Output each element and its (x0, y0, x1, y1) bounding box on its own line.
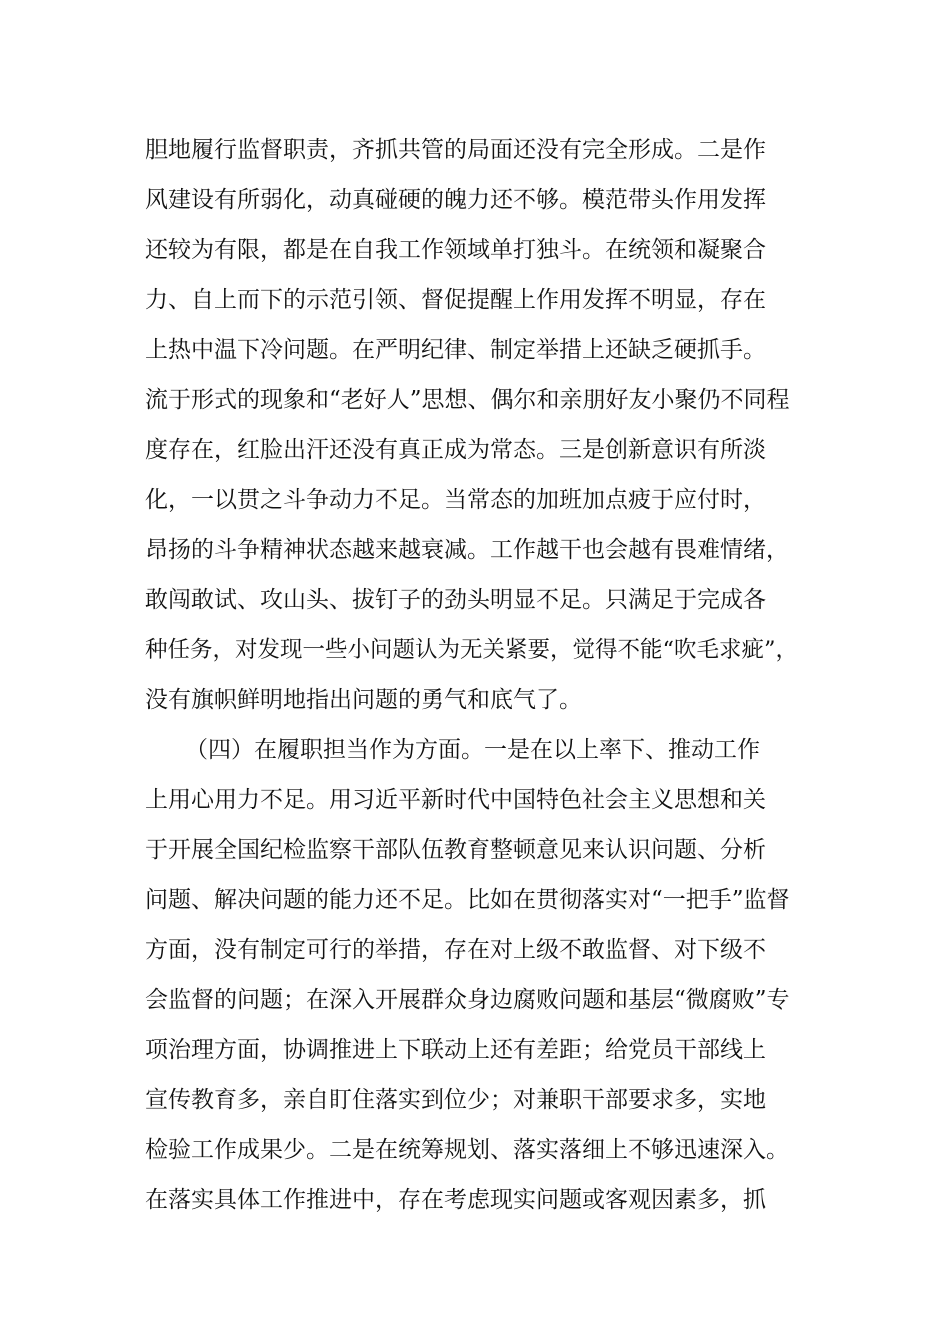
document-body (145, 125, 810, 1225)
text-line: 昂扬的斗争精神状态越来越衰减。工作越干也会越有畏难情绪， (145, 537, 789, 563)
text-line: 宣传教育多，亲自盯住落实到位少；对兼职干部要求多，实地 (145, 1087, 766, 1113)
text-line: 上热中温下冷问题。在严明纪律、制定举措上还缺乏硬抓手。 (145, 337, 766, 363)
text-line: 化，一以贯之斗争动力不足。当常态的加班加点疲于应付时， (145, 487, 766, 513)
text-line: 上用心用力不足。用习近平新时代中国特色社会主义思想和关 (145, 787, 766, 813)
text-line: 风建设有所弱化，动真碰硬的魄力还不够。模范带头作用发挥 (145, 187, 766, 213)
text-line: 度存在，红脸出汗还没有真正成为常态。三是创新意识有所淡 (145, 437, 766, 463)
text-line: 流于形式的现象和“老好人”思想、偶尔和亲朋好友小聚仍不同程 (145, 387, 790, 413)
section-heading-line: （四）在履职担当作为方面。一是在以上率下、推动工作 (185, 737, 760, 763)
text-line: 问题、解决问题的能力还不足。比如在贯彻落实对“一把手”监督 (145, 887, 790, 913)
text-line: 没有旗帜鲜明地指出问题的勇气和底气了。 (145, 687, 582, 713)
text-line: 检验工作成果少。二是在统筹规划、落实落细上不够迅速深入。 (145, 1137, 789, 1163)
text-line: 胆地履行监督职责，齐抓共管的局面还没有完全形成。二是作 (145, 137, 766, 163)
text-line: 于开展全国纪检监察干部队伍教育整顿意见来认识问题、分析 (145, 837, 766, 863)
text-line: 力、自上而下的示范引领、督促提醒上作用发挥不明显，存在 (145, 287, 766, 313)
text-line: 项治理方面，协调推进上下联动上还有差距；给党员干部线上 (145, 1037, 766, 1063)
text-line: 种任务，对发现一些小问题认为无关紧要，觉得不能“吹毛求疵”， (145, 637, 799, 663)
text-line: 会监督的问题；在深入开展群众身边腐败问题和基层“微腐败”专 (145, 987, 790, 1013)
text-line: 还较为有限，都是在自我工作领域单打独斗。在统领和凝聚合 (145, 237, 766, 263)
text-line: 敢闯敢试、攻山头、拔钉子的劲头明显不足。只满足于完成各 (145, 587, 766, 613)
text-line: 方面，没有制定可行的举措，存在对上级不敢监督、对下级不 (145, 937, 766, 963)
text-line: 在落实具体工作推进中，存在考虑现实问题或客观因素多，抓 (145, 1187, 766, 1213)
